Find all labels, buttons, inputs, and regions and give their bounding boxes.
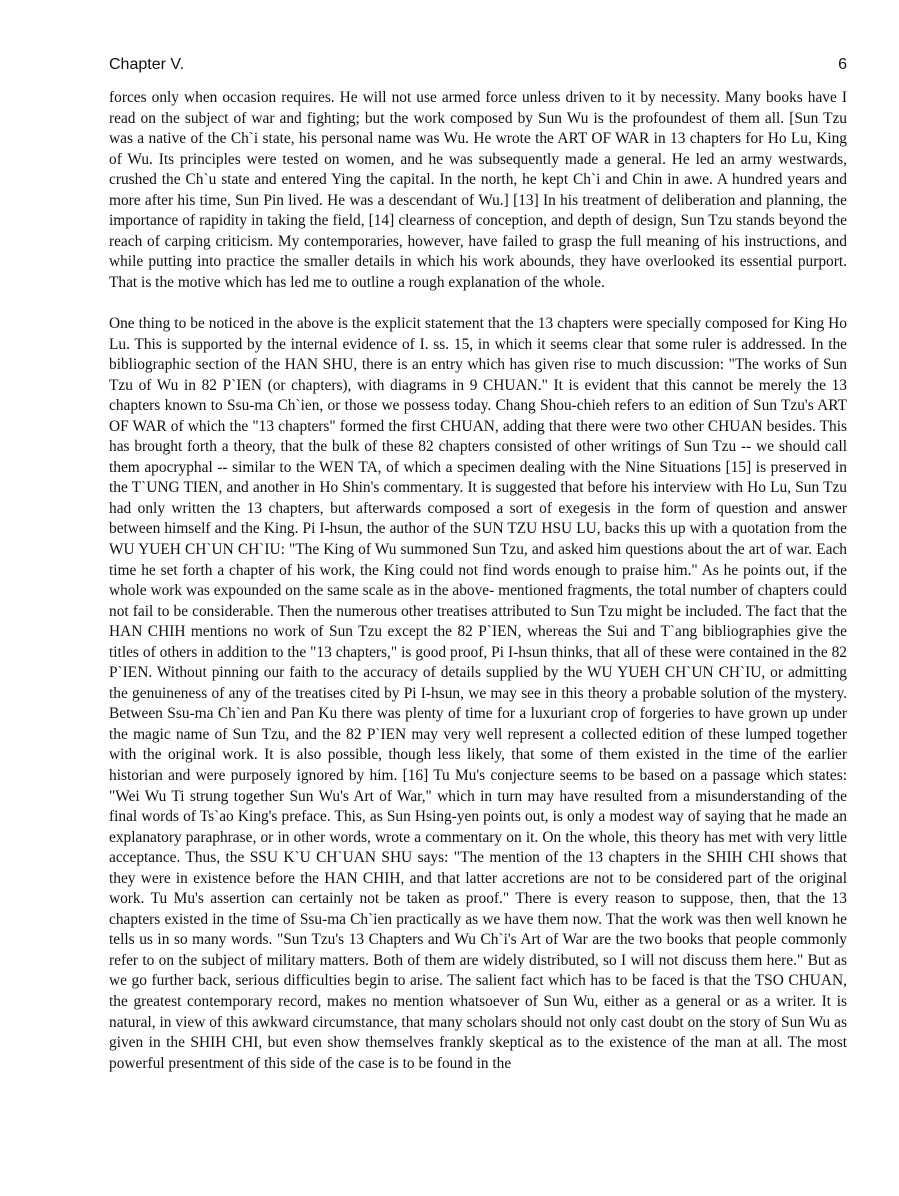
chapter-title: Chapter V. bbox=[109, 56, 185, 73]
paragraph: One thing to be noticed in the above is the explicit statement that the 13 chapters were specially composed for King Ho Lu. This is supported by the internal evidence of I. ss. 15, in which it seems clear that some ruler is addressed. In the bibliographic section of the HAN SHU, there is an entry which has given rise to much discussion: "The works of Sun Tzu of Wu in 82 P`IEN (or chapters), with diagrams in 9 CHUAN." It is evident that this cannot be merely the 13 chapters known to Ssu-ma Ch`ien, or those we possess today. Chang Shou-chieh refers to an edition of Sun Tzu's ART OF WAR of which the "13 chapters" formed the first CHUAN, adding that there were two other CHUAN besides. This has brought forth a theory, that the bulk of these 82 chapters consisted of other writings of Sun Tzu -- we should call them apocryphal -- similar to the WEN TA, of which a specimen dealing with the Nine Situations [15] is preserved in the T`UNG TIEN, and another in Ho Shin's commentary. It is suggested that before his interview with Ho Lu, Sun Tzu had only written the 13 chapters, but afterwards composed a sort of exegesis in the form of question and answer between himself and the King. Pi I-hsun, the author of the SUN TZU HSU LU, backs this up with a quotation from the WU YUEH CH`UN CH`IU: "The King of Wu summoned Sun Tzu, and asked him questions about the art of war. Each time he set forth a chapter of his work, the King could not find words enough to praise him." As he points out, if the whole work was expounded on the same scale as in the above- mentioned fragments, the total number of chapters could not fail to be considerable. Then the numerous other treatises attributed to Sun Tzu might be included. The fact that the HAN CHIH mentions no work of Sun Tzu except the 82 P`IEN, whereas the Sui and T`ang bibliographies give the titles of others in addition to the "13 chapters," is good proof, Pi I-hsun thinks, that all of these were contained in the 82 P`IEN. Without pinning our faith to the accuracy of details supplied by the WU YUEH CH`UN CH`IU, or admitting the genuineness of any of the treatises cited by Pi I-hsun, we may see in this theory a probable solution of the mystery. Between Ssu-ma Ch`ien and Pan Ku there was plenty of time for a luxuriant crop of forgeries to have grown up under the magic name of Sun Tzu, and the 82 P`IEN may very well represent a collected edition of these lumped together with the original work. It is also possible, though less likely, that some of them existed in the time of the earlier historian and were purposely ignored by him. [16] Tu Mu's conjecture seems to be based on a passage which states: "Wei Wu Ti strung together Sun Wu's Art of War," which in turn may have resulted from a misunderstanding of the final words of Ts`ao King's preface. This, as Sun Hsing-yen points out, is only a modest way of saying that he made an explanatory paraphrase, or in other words, wrote a commentary on it. On the whole, this theory has met with very little acceptance. Thus, the SSU K`U CH`UAN SHU says: "The mention of the 13 chapters in the SHIH CHI shows that they were in existence before the HAN CHIH, and that latter accretions are not to be considered part of the original work. Tu Mu's assertion can certainly not be taken as proof." There is every reason to suppose, then, that the 13 chapters existed in the time of Ssu-ma Ch`ien practically as we have them now. That the work was then well known he tells us in so many words. "Sun Tzu's 13 Chapters and Wu Ch`i's Art of War are the two books that people commonly refer to on the subject of military matters. Both of them are widely distributed, so I will not discuss them here." But as we go further back, serious difficulties begin to arise. The salient fact which has to be faced is that the TSO CHUAN, the greatest contemporary record, makes no mention whatsoever of Sun Wu, either as a general or as a writer. It is natural, in view of this awkward circumstance, that many scholars should not only cast doubt on the story of Sun Wu as given in the SHIH CHI, but even show themselves frankly skeptical as to the existence of the man at all. The most powerful presentment of this side of the case is to be found in the bbox=[109, 314, 847, 1072]
body-text bbox=[109, 88, 847, 1074]
page-header bbox=[109, 56, 847, 80]
page-number: 6 bbox=[838, 56, 847, 73]
paragraph: forces only when occasion requires. He will not use armed force unless driven to it by necessity. Many books have I read on the subject of war and fighting; but the work composed by Sun Wu is the profoundest of them all. [Sun Tzu was a native of the Ch`i state, his personal name was Wu. He wrote the ART OF WAR in 13 chapters for Ho Lu, King of Wu. Its principles were tested on women, and he was subsequently made a general. He led an army westwards, crushed the Ch`u state and entered Ying the capital. In the north, he kept Ch`i and Chin in awe. A hundred years and more after his time, Sun Pin lived. He was a descendant of Wu.] [13] In his treatment of deliberation and planning, the importance of rapidity in taking the field, [14] clearness of conception, and depth of design, Sun Tzu stands beyond the reach of carping criticism. My contemporaries, however, have failed to grasp the full meaning of his instructions, and while putting into practice the smaller details in which his work abounds, they have overlooked its essential purport. That is the motive which has led me to outline a rough explanation of the whole. bbox=[109, 89, 847, 291]
